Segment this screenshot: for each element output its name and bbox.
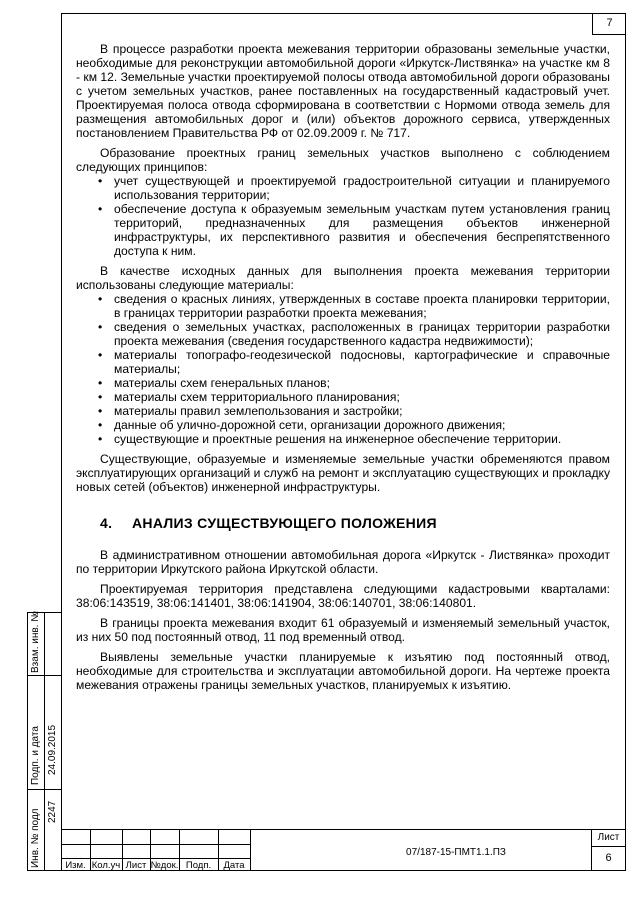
list-item: • сведения о земельных участках, расположенных в границах территории разработки проекта межевания (сведения государственного кадастра недвижимости); <box>114 320 610 348</box>
list-item: • данные об улично-дорожной сети, организации дорожного движения; <box>114 418 610 432</box>
paragraph-cadastral: Проектируемая территория представлена следующими кадастровыми кварталами: 38:06:143519, 38:06:141401, 38:06:141904, 38:06:140701, 38:06:140801. <box>76 582 610 610</box>
title-block <box>61 829 626 871</box>
list-item: • материалы правил землепользования и застройки; <box>114 404 610 418</box>
paragraph-principles-intro: Образование проектных границ земельных участков выполнено с соблюдением следующих принципов: <box>76 146 610 174</box>
paragraph-encumbrance: Существующие, образуемые и изменяемые земельные участки обременяются правом эксплуатирующих организаций и служб на ремонт и эксплуатацию существующих и прокладку новых сетей (объектов) инженерной инфраструктуры. <box>76 452 610 494</box>
list-item: • существующие и проектные решения на инженерное обеспечение территории. <box>114 432 610 446</box>
col-izm: Изм. <box>65 860 86 871</box>
col-podp: Подп. <box>185 860 212 871</box>
podp-date: 24.09.2015 <box>47 724 58 775</box>
document-body <box>76 42 610 698</box>
inv-value: 2247 <box>47 800 58 823</box>
podp-label: Подп. и дата <box>30 726 41 785</box>
col-ndok: №док. <box>150 860 179 871</box>
top-page-number: 7 <box>592 13 626 35</box>
section-heading <box>100 516 610 530</box>
list-item: • обеспечение доступа к образуемым земельным участкам путем установления границ территорий, предназначенных для размещения объектов инженерной инфраструктуры, их перспективного развития и обеспечения беспрепятственного доступа к ним. <box>114 202 610 258</box>
list-item: • материалы схем генеральных планов; <box>114 376 610 390</box>
sheet-number: 6 <box>605 852 612 864</box>
sheet-label: Лист <box>597 832 620 843</box>
inv-label: Инв. № подл <box>30 808 41 868</box>
list-item: • материалы схем территориального планирования; <box>114 390 610 404</box>
paragraph-plots: В границы проекта межевания входит 61 образуемый и изменяемый земельный участок, из них 50 под постоянный отвод, 11 под временный отвод. <box>76 616 610 644</box>
col-list: Лист <box>125 860 147 871</box>
paragraph-materials-intro: В качестве исходных данных для выполнения проекта межевания территории использованы следующие материалы: <box>76 264 610 292</box>
paragraph-intro: В процессе разработки проекта межевания территории образованы земельные участки, необходимые для реконструкции автомобильной дороги «Иркутск-Листвянка» на участке км 8 - км 12. Земельные участки проектируемой полосы отвода автомобильной дороги образованы с учетом земельных участков, ранее поставленных на государственный кадастровый учет. Проектируемая полоса отвода сформирована в соответствии с Нормоми отвода земель для размещения автомобильных дорог и (или) объектов дорожного сервиса, утвержденных постановлением Правительства РФ от 02.09.2009 г. № 717. <box>76 42 610 140</box>
list-item: • учет существующей и проектируемой градостроительной ситуации и планируемого использования территории; <box>114 174 610 202</box>
list-item: • сведения о красных линиях, утвержденных в составе проекта планировки территории, в границах территории разработки проекта межевания; <box>114 292 610 320</box>
principles-list <box>76 174 610 258</box>
col-kolouch: Кол.уч <box>91 860 121 871</box>
paragraph-seizure: Выявлены земельные участки планируемые к изъятию под постоянный отвод, необходимые для строительства и эксплуатации автомобильной дороги. На чертеже проекта межевания отражены границы земельных участков, планируемых к изъятию. <box>76 650 610 692</box>
col-data: Дата <box>223 860 245 871</box>
list-item: • материалы топографо-геодезической подосновы, картографические и справочные материалы; <box>114 348 610 376</box>
vzam-label: Взам. инв. № <box>30 611 41 673</box>
paragraph-admin: В административном отношении автомобильная дорога «Иркутск - Листвянка» проходит по территории Иркутского района Иркутской области. <box>76 548 610 576</box>
section-number: 4. <box>100 515 113 531</box>
document-code: 07/187-15-ПМТ1.1.ПЗ <box>406 847 506 858</box>
materials-list <box>76 292 610 446</box>
section-title: АНАЛИЗ СУЩЕСТВУЮЩЕГО ПОЛОЖЕНИЯ <box>132 515 437 531</box>
side-stamp <box>27 612 61 871</box>
